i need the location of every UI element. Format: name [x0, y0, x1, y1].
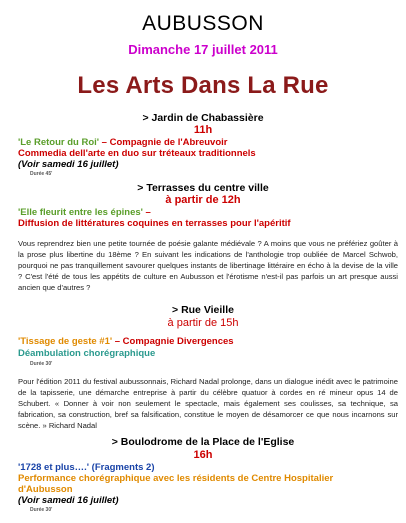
company-name: – — [142, 207, 151, 218]
show-duration: Durée 30' — [30, 507, 53, 513]
show-title: '1728 et plus….' — [18, 462, 90, 473]
show-title: 'Le Retour du Roi' — [18, 137, 100, 148]
venue-heading: > Rue Vieille — [172, 304, 234, 316]
company-name: (Fragments 2) — [89, 462, 155, 473]
company-name: – Compagnie de l'Abreuvoir — [99, 137, 228, 148]
show-paragraph: Vous reprendrez bien une petite tournée de poésie galante médiévale ? A moins que vous ne préfériez goûter à la prose plus libertine du 18ème ? En suivant les indications de l'anthologie trop oubliée de Marcel Schwob, pourquoi ne pas tranquillement savourer quelques instants de libertinage littéraire en écho à la devise de la ville ? C'est l'été de tous les appétits de culture en Aubusson et l'érotisme n'est-il pas parfois un art presque aussi ancien que d'autres ? — [18, 239, 398, 292]
show-description: Diffusion de littératures coquines en terrasses pour l'apéritif — [18, 218, 291, 229]
show-paragraph: Pour l'édition 2011 du festival aubussonnais, Richard Nadal prolonge, dans un dialogue inédit avec le patrimoine de la tapisserie, une démarche entreprise à partir du célèbre quatuor à cordes en ré mineur opus 14 de Schubert. « Donner à voir non seulement le spectacle, mais également ses coulisses, sa technique, sa fabrication, sa construction, bref sa falsification, constitue le moyen de désamorcer ce que nous incarnons sur scène. » Richard Nadal — [18, 377, 398, 430]
show-time: à partir de 15h — [167, 317, 239, 329]
show-description: Performance chorégraphique avec les résidents de Centre Hospitalier d'Aubusson — [18, 473, 334, 495]
show-title-line — [18, 207, 398, 218]
company-name: – Compagnie Divergences — [112, 336, 234, 347]
show-duration: Durée 30' — [30, 361, 53, 367]
event-date: Dimanche 17 juillet 2011 — [128, 42, 278, 57]
venue-heading: > Jardin de Chabassière — [142, 112, 264, 124]
venue-heading: > Boulodrome de la Place de l'Eglise — [111, 436, 295, 448]
page-title: Les Arts Dans La Rue — [77, 72, 329, 99]
town-name: AUBUSSON — [142, 12, 264, 35]
show-title-line — [18, 462, 398, 473]
show-time: 16h — [193, 449, 213, 461]
show-title: 'Elle fleurit entre les épines' — [18, 207, 143, 218]
show-duration: Durée 45' — [30, 171, 53, 177]
show-description: Déambulation chorégraphique — [18, 348, 156, 359]
show-title-line — [18, 137, 398, 148]
show-time: à partir de 12h — [165, 194, 241, 206]
show-time: 11h — [193, 124, 213, 136]
show-description: Commedia dell'arte en duo sur tréteaux traditionnels — [18, 148, 256, 159]
show-title-line — [18, 336, 398, 347]
show-note: (Voir samedi 16 juillet) — [18, 159, 119, 170]
show-title: 'Tissage de geste #1' — [18, 336, 113, 347]
venue-heading: > Terrasses du centre ville — [137, 182, 269, 194]
show-note: (Voir samedi 16 juillet) — [18, 495, 119, 506]
